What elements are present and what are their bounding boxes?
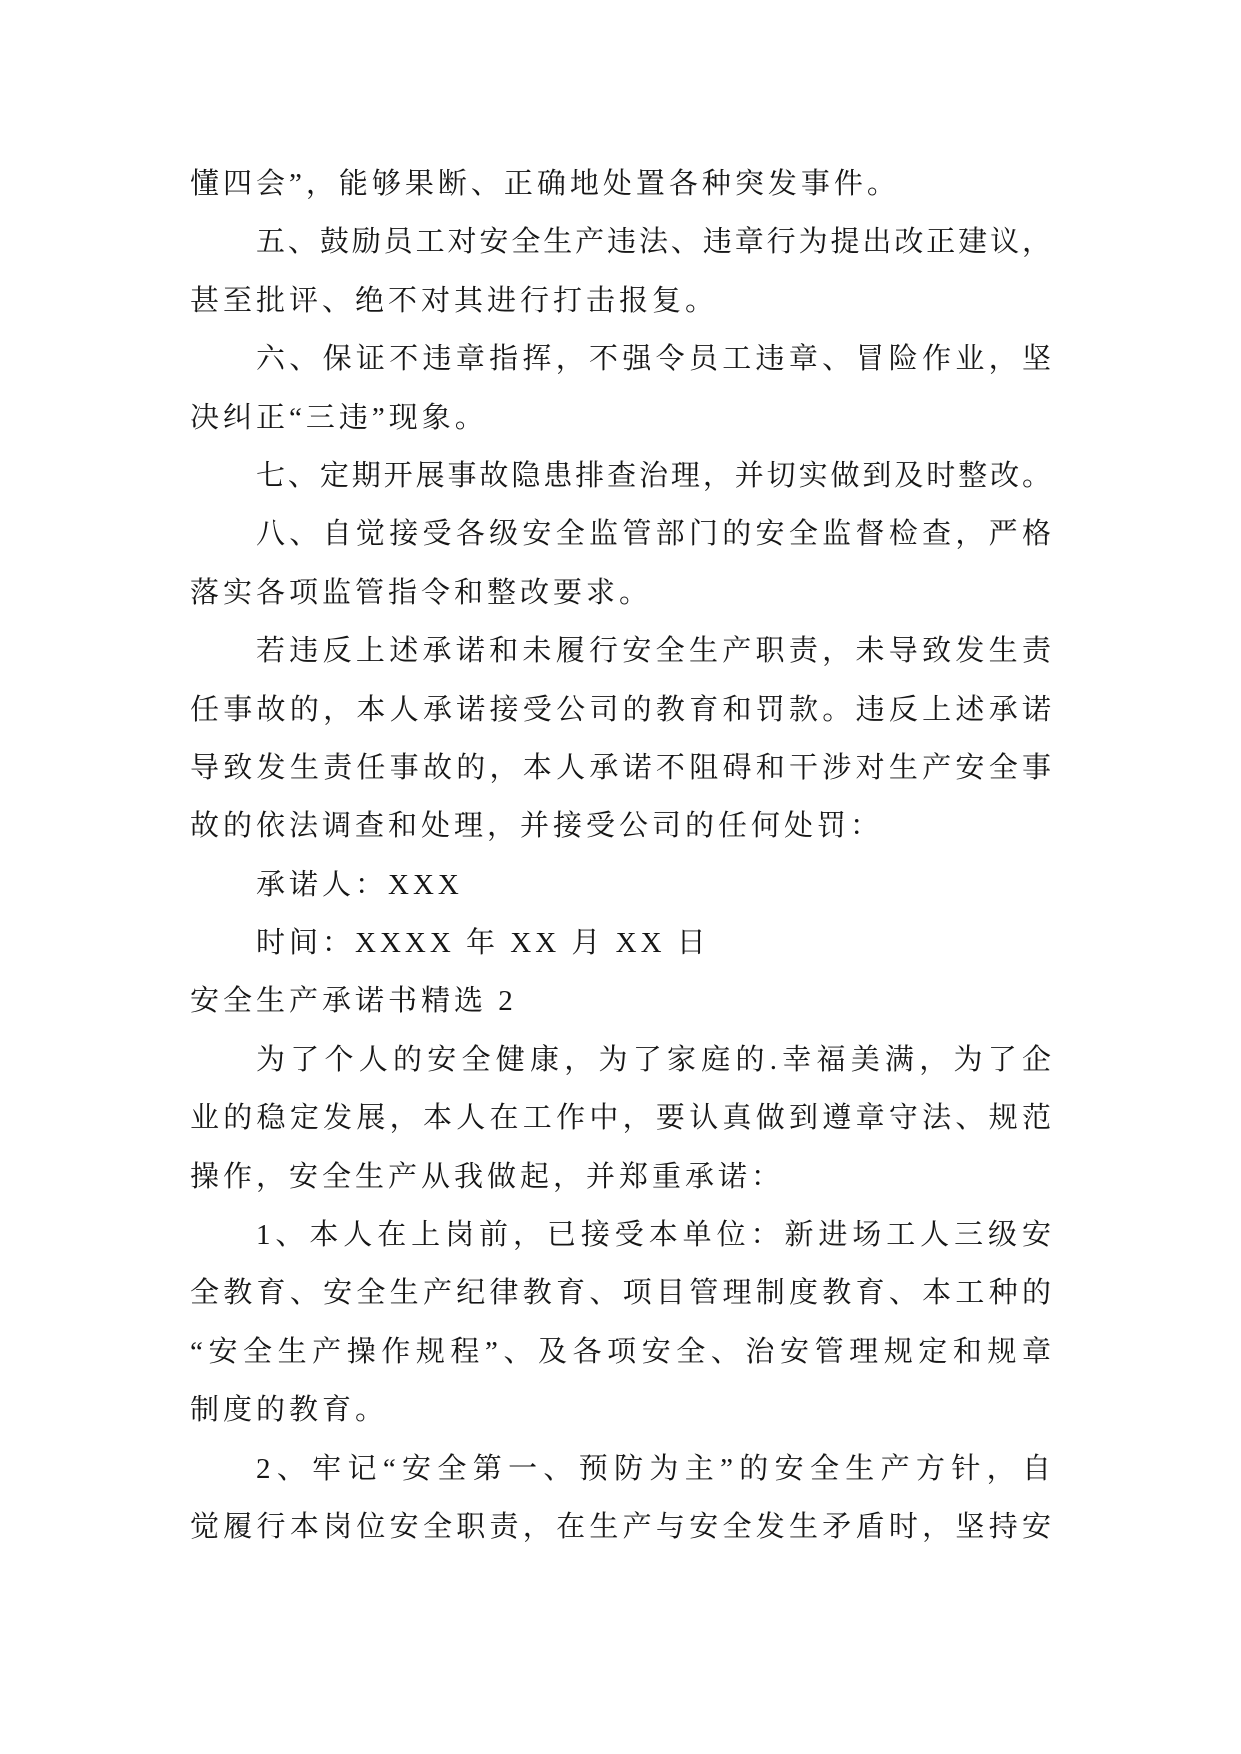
paragraph	[190, 330, 1051, 447]
paragraph-line: 六、保证不违章指挥，不强令员工违章、冒险作业，坚	[256, 343, 1051, 376]
paragraph-line: “安全生产操作规程”、及各项安全、治安管理规定和规章	[190, 1335, 1051, 1368]
paragraph-line: 任事故的，本人承诺接受公司的教育和罚款。违反上述承诺	[190, 693, 1051, 726]
paragraph	[190, 1031, 1051, 1206]
paragraph-line: 懂四会”，能够果断、正确地处置各种突发事件。	[190, 168, 900, 200]
paragraph-line: 操作，安全生产从我做起，并郑重承诺：	[190, 1160, 785, 1193]
paragraph-line: 1、本人在上岗前，已接受本单位：新进场工人三级安	[256, 1219, 1051, 1252]
paragraph-line: 五、鼓励员工对安全生产违法、违章行为提出改正建议，	[256, 226, 1051, 259]
paragraph-line: 决纠正“三违”现象。	[190, 401, 488, 434]
paragraph-line: 2、牢记“安全第一、预防为主”的安全生产方针，自	[256, 1452, 1051, 1485]
paragraph-line: 全教育、安全生产纪律教育、项目管理制度教育、本工种的	[190, 1277, 1051, 1310]
paragraph-line: 导致发生责任事故的，本人承诺不阻碍和干涉对生产安全事	[190, 751, 1051, 784]
paragraph	[190, 155, 1051, 213]
paragraph	[190, 505, 1051, 622]
paragraph	[190, 213, 1051, 330]
paragraph-line: 甚至批评、绝不对其进行打击报复。	[190, 284, 719, 317]
paragraph-line: 故的依法调查和处理，并接受公司的任何处罚：	[190, 810, 884, 843]
date-line: 时间：XXXX 年 XX 月 XX 日	[256, 927, 710, 960]
paragraph-line: 为了个人的安全健康，为了家庭的.幸福美满，为了企	[256, 1043, 1051, 1076]
paragraph-line: 若违反上述承诺和未履行安全生产职责，未导致发生责	[256, 635, 1051, 668]
paragraph-line: 八、自觉接受各级安全监管部门的安全监督检查，严格	[256, 518, 1051, 551]
paragraph	[190, 622, 1051, 856]
paragraph-line: 落实各项监管指令和整改要求。	[190, 576, 653, 609]
paragraph	[190, 447, 1051, 505]
document-page	[190, 155, 1051, 1556]
signatory-line: 承诺人：XXX	[256, 868, 463, 901]
paragraph-line: 七、定期开展事故隐患排查治理，并切实做到及时整改。	[256, 459, 1051, 492]
paragraph-line: 制度的教育。	[190, 1394, 389, 1427]
paragraph-line: 业的稳定发展，本人在工作中，要认真做到遵章守法、规范	[190, 1102, 1051, 1135]
section-heading: 安全生产承诺书精选 2	[190, 985, 517, 1018]
paragraph	[190, 1440, 1051, 1557]
paragraph-line: 觉履行本岗位安全职责，在生产与安全发生矛盾时，坚持安	[190, 1510, 1051, 1543]
paragraph	[190, 1206, 1051, 1440]
